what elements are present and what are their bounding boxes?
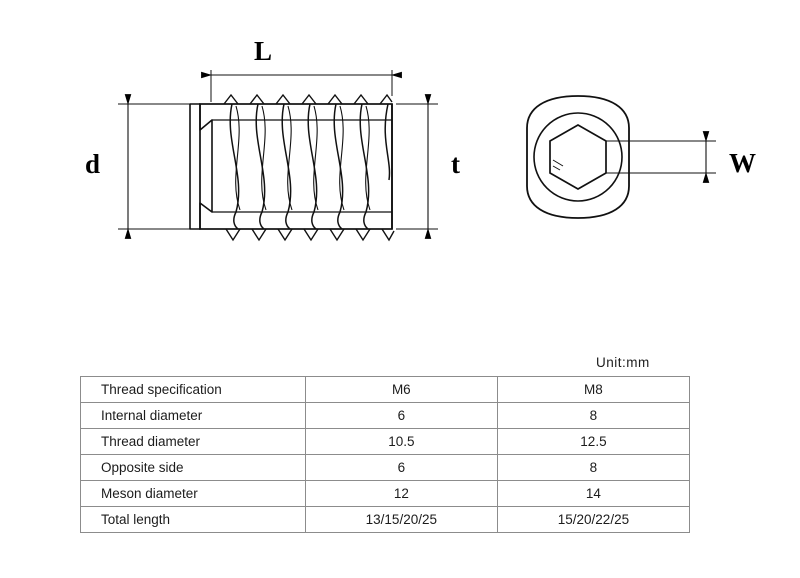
row-value-m6: 13/15/20/25 (305, 507, 497, 533)
row-value-m8: M8 (497, 377, 689, 403)
external-thread-top (224, 95, 392, 104)
external-thread-bottom (226, 229, 394, 240)
label-length-L: L (254, 36, 273, 66)
table-row (81, 481, 690, 507)
row-value-m6: 12 (305, 481, 497, 507)
dimension-d (118, 104, 196, 229)
row-label: Thread diameter (81, 429, 306, 455)
insert-end-view (527, 96, 716, 218)
dimension-L (211, 70, 392, 102)
dimension-t (396, 104, 438, 229)
table-row (81, 429, 690, 455)
insert-body (200, 104, 392, 229)
row-value-m6: 6 (305, 403, 497, 429)
table-row (81, 507, 690, 533)
label-width-W: W (729, 148, 756, 178)
row-value-m8: 14 (497, 481, 689, 507)
row-label: Meson diameter (81, 481, 306, 507)
row-label: Internal diameter (81, 403, 306, 429)
insert-head (190, 104, 212, 229)
row-value-m8: 8 (497, 403, 689, 429)
label-thickness-t: t (451, 149, 460, 179)
specification-table (80, 376, 690, 533)
table-row (81, 403, 690, 429)
insert-side-view (118, 70, 438, 240)
row-value-m8: 12.5 (497, 429, 689, 455)
label-diameter-d: d (85, 149, 101, 179)
row-value-m8: 8 (497, 455, 689, 481)
row-value-m6: 6 (305, 455, 497, 481)
row-value-m6: 10.5 (305, 429, 497, 455)
row-value-m8: 15/20/22/25 (497, 507, 689, 533)
internal-thread-coils (230, 104, 389, 229)
row-label: Total length (81, 507, 306, 533)
table-row (81, 455, 690, 481)
unit-note: Unit:mm (596, 355, 650, 370)
row-label: Thread specification (81, 377, 306, 403)
table-body (81, 377, 690, 533)
row-value-m6: M6 (305, 377, 497, 403)
row-label: Opposite side (81, 455, 306, 481)
table-row (81, 377, 690, 403)
